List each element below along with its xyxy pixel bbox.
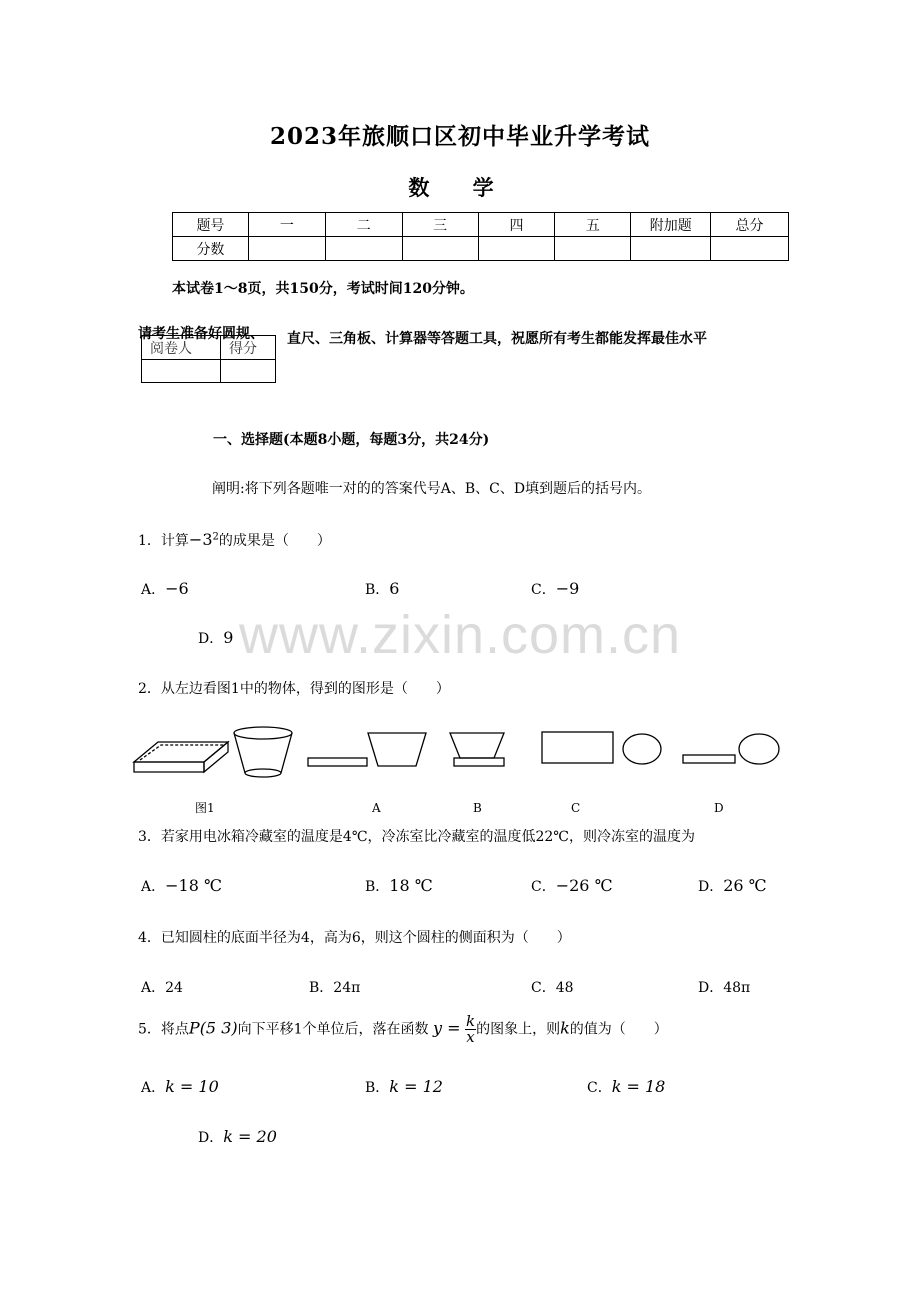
q4-option-b[interactable] — [309, 977, 360, 997]
option-value: k = 20 — [223, 1127, 277, 1146]
score-cell — [711, 237, 789, 261]
q2-figures — [128, 720, 788, 815]
q5-option-d[interactable] — [198, 1127, 277, 1147]
score-table-value-row — [173, 237, 789, 261]
subject-title: 数 学 — [408, 175, 512, 200]
option-label: A． — [141, 1080, 166, 1096]
q4-option-d[interactable] — [698, 977, 750, 997]
grader-score-label: 得分 — [221, 336, 276, 360]
option-c-figure — [542, 732, 661, 764]
score-cell — [248, 237, 325, 261]
figure1-tray — [134, 742, 228, 772]
q4-option-a[interactable] — [141, 977, 183, 997]
option-value: 24π — [333, 980, 361, 996]
option-value: −9 — [555, 579, 580, 598]
q5-frac-den: x — [466, 1028, 475, 1046]
option-label: A． — [141, 879, 166, 895]
q4-option-c[interactable] — [531, 977, 574, 997]
option-value: −6 — [165, 579, 189, 598]
option-label: B． — [365, 582, 390, 598]
option-label: C． — [531, 582, 556, 598]
option-b-figure — [450, 733, 504, 766]
option-label: C． — [531, 980, 556, 996]
q5-func-lhs: y = — [433, 1018, 461, 1038]
q3-option-b[interactable] — [365, 876, 433, 896]
option-value: 6 — [389, 579, 400, 598]
question-3: 3．若家用电冰箱冷藏室的温度是4℃，冷冻室比冷藏室的温度低22℃，则冷冻室的温度为 — [138, 829, 695, 845]
q5-option-a[interactable] — [141, 1077, 219, 1097]
option-value: 24 — [165, 980, 183, 996]
score-cell: 分数 — [173, 237, 249, 261]
q5-option-c[interactable] — [587, 1077, 665, 1097]
score-cell — [555, 237, 631, 261]
grader-cut-mask — [138, 384, 278, 396]
score-cell: 总分 — [711, 213, 789, 237]
score-cell: 二 — [325, 213, 402, 237]
q5-suffix: 的值为（ ） — [569, 1021, 668, 1038]
option-value: 26 ℃ — [723, 876, 767, 895]
q5-point: P(5 3) — [188, 1018, 238, 1038]
q1-suffix: 的成果是（ ） — [218, 533, 331, 549]
watermark: www.zixin.com.cn — [238, 605, 682, 665]
q5-var-k: k — [560, 1018, 570, 1038]
question-2: 2．从左边看图1中的物体，得到的图形是（ ） — [138, 681, 450, 697]
q3-option-c[interactable] — [531, 876, 612, 896]
option-label: D． — [198, 631, 224, 647]
q1-prefix: 1．计算 — [138, 533, 189, 549]
section-title: 一、选择题(本题8小题，每题3分，共24分) — [213, 432, 490, 448]
option-value: 48 — [555, 980, 574, 996]
option-label: C． — [587, 1080, 612, 1096]
option-label: D． — [198, 1130, 224, 1146]
q5-fraction — [465, 1014, 476, 1045]
q5-option-b[interactable] — [365, 1077, 443, 1097]
option-label: D． — [698, 980, 724, 996]
score-cell — [325, 237, 402, 261]
grader-reader-cell — [142, 360, 221, 383]
score-cell: 五 — [555, 213, 631, 237]
question-5 — [138, 1014, 668, 1045]
grader-box — [141, 335, 276, 383]
score-cell: 四 — [478, 213, 555, 237]
q5-middle: 向下平移1个单位后，落在函数 — [237, 1021, 429, 1038]
cutoff-text: 请考生准备好圆规、 — [138, 326, 264, 342]
score-cell: 题号 — [173, 213, 249, 237]
q1-option-a[interactable] — [141, 579, 189, 599]
option-value: k = 12 — [389, 1077, 443, 1096]
q5-prefix: 5．将点 — [138, 1021, 189, 1038]
option-value: k = 10 — [165, 1077, 219, 1096]
figure-a-label: A — [372, 801, 381, 815]
q1-option-c[interactable] — [531, 579, 579, 599]
option-label: C． — [531, 879, 556, 895]
option-value: 18 ℃ — [389, 876, 433, 895]
q3-option-a[interactable] — [141, 876, 222, 896]
score-cell — [478, 237, 555, 261]
q5-middle2: 的图象上，则 — [476, 1021, 561, 1038]
option-label: B． — [365, 1080, 390, 1096]
figure1-bucket — [234, 727, 292, 777]
q1-exponent: 2 — [212, 531, 219, 543]
q1-math: −3 — [188, 530, 213, 549]
figure-d-label: D — [714, 801, 724, 815]
option-value: −26 ℃ — [555, 876, 613, 895]
exam-intro: 本试卷1～8页，共150分，考试时间120分钟。 — [172, 281, 474, 297]
option-label: B． — [365, 879, 390, 895]
question-1 — [138, 530, 331, 550]
q1-option-b[interactable] — [365, 579, 399, 599]
score-cell: 三 — [402, 213, 478, 237]
q5-frac-num: k — [465, 1012, 476, 1030]
question-4: 4．已知圆柱的底面半径为4，高为6，则这个圆柱的侧面积为（ ） — [138, 930, 571, 946]
option-value: 9 — [223, 628, 234, 647]
score-cell — [402, 237, 478, 261]
option-label: A． — [141, 582, 166, 598]
score-cell: 一 — [248, 213, 325, 237]
figure-c-label: C — [571, 801, 581, 815]
section-instruction: 阐明:将下列各题唯一对的的答案代号A、B、C、D填到题后的括号内。 — [212, 481, 652, 497]
exam-title: 2023年旅顺口区初中毕业升学考试 — [269, 123, 650, 150]
grader-score-cell — [221, 360, 276, 383]
score-cell: 附加题 — [631, 213, 711, 237]
figure1-label: 图1 — [195, 801, 215, 815]
option-value: −18 ℃ — [165, 876, 222, 895]
score-cell — [631, 237, 711, 261]
score-table — [172, 212, 789, 261]
option-value: 48π — [723, 980, 751, 996]
option-label: A． — [141, 980, 166, 996]
score-table-header-row — [173, 213, 789, 237]
option-d-figure — [683, 734, 779, 764]
option-label: D． — [698, 879, 724, 895]
tools-note: 直尺、三角板、计算器等答题工具，祝愿所有考生都能发挥最佳水平 — [287, 331, 707, 347]
figure-b-label: B — [473, 801, 482, 815]
option-value: k = 18 — [611, 1077, 666, 1096]
option-a-figure — [308, 733, 426, 766]
figure-labels-crop — [195, 801, 724, 815]
q3-option-d[interactable] — [698, 876, 767, 896]
grader-reader-label: 阅卷人 — [142, 336, 221, 360]
q1-option-d[interactable] — [198, 628, 233, 648]
option-label: B． — [309, 980, 334, 996]
